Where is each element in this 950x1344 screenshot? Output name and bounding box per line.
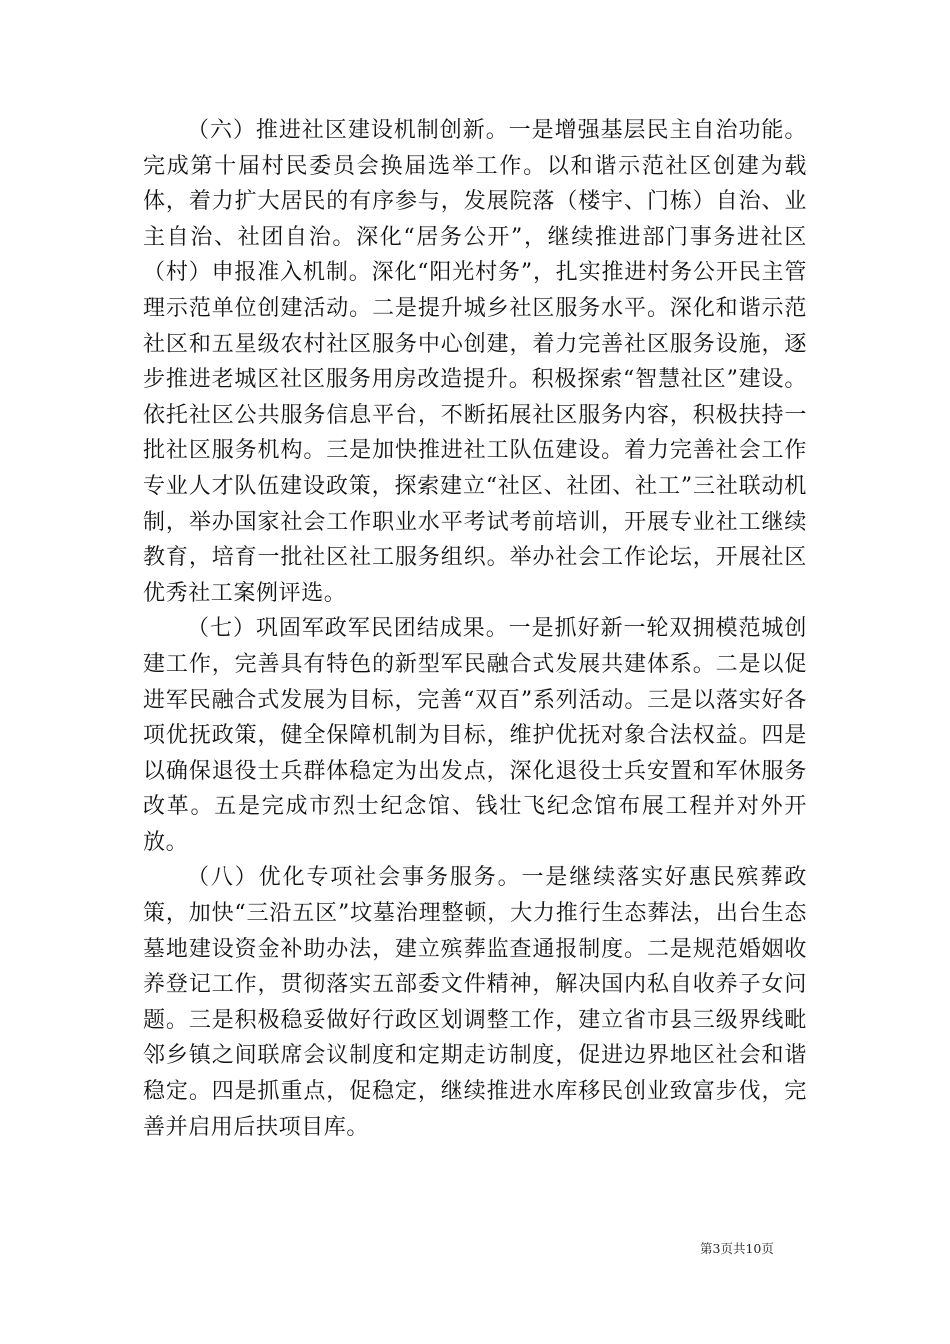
paragraph-community-building: （六）推进社区建设机制创新。一是增强基层民主自治功能。完成第十届村民委员会换届选举工作。以和谐示范社区创建为载体，着力扩大居民的有序参与，发展院落（楼宇、门栋）自治、业主自治、社团自治。深化“居务公开”，继续推进部门事务进社区（村）申报准入机制。深化“阳光村务”，扎实推进村务公开民主管理示范单位创建活动。二是提升城乡社区服务水平。深化和谐示范社区和五星级农村社区服务中心创建，着力完善社区服务设施，逐步推进老城区社区服务用房改造提升。积极探索“智慧社区”建设。依托社区公共服务信息平台，不断拓展社区服务内容，积极扶持一批社区服务机构。三是加快推进社工队伍建设。着力完善社会工作专业人才队伍建设政策，探索建立“社区、社团、社工”三社联动机制，举办国家社会工作职业水平考试考前培训，开展专业社工继续教育，培育一批社区社工服务组织。举办社会工作论坛，开展社区优秀社工案例评选。 [143,118,807,606]
paragraph-military-civil-unity: （七）巩固军政军民团结成果。一是抓好新一轮双拥模范城创建工作，完善具有特色的新型军民融合式发展共建体系。二是以促进军民融合式发展为目标，完善“双百”系列活动。三是以落实好各项优抚政策，健全保障机制为目标，维护优抚对象合法权益。四是以确保退役士兵群体稳定为出发点，深化退役士兵安置和军休服务改革。五是完成市烈士纪念馆、钱壮飞纪念馆布展工程并对外开放。 [143,616,807,855]
paragraph-social-affairs-services: （八）优化专项社会事务服务。一是继续落实好惠民殡葬政策，加快“三沿五区”坟墓治理整顿，大力推行生态葬法，出台生态墓地建设资金补助办法，建立殡葬监查通报制度。二是规范婚姻收养登记工作，贯彻落实五部委文件精神，解决国内私自收养子女问题。三是积极稳妥做好行政区划调整工作，建立省市县三级界线毗邻乡镇之间联席会议制度和定期走访制度，促进边界地区社会和谐稳定。四是抓重点，促稳定，继续推进水库移民创业致富步伐，完善并启用后扶项目库。 [143,865,807,1140]
document-body [143,113,807,1145]
page-number-footer: 第3页共10页 [700,1241,774,1256]
